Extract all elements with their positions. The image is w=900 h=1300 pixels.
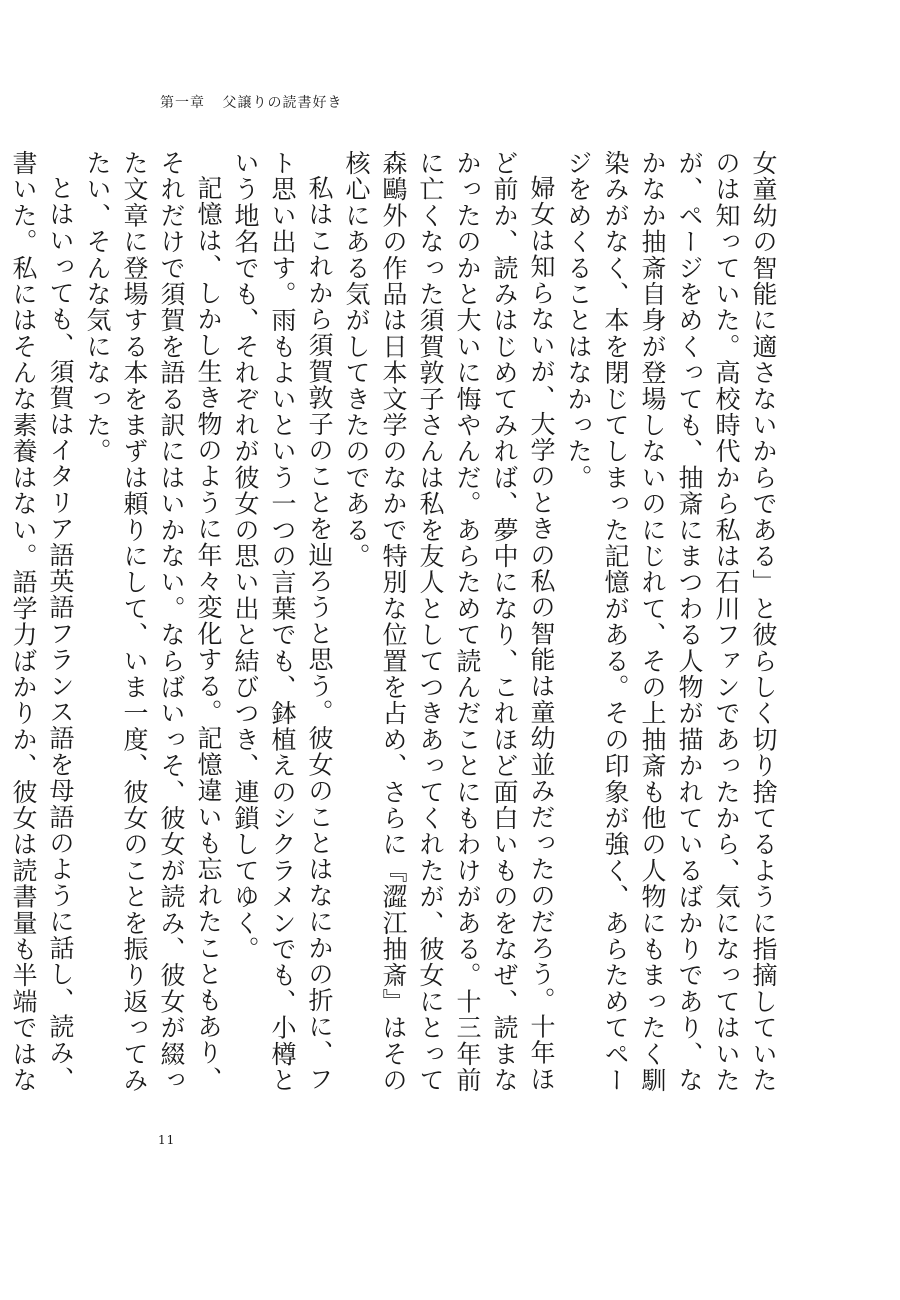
paragraph: 記憶は、しかし生き物のように年々変化する。記憶違いも忘れたこともあり、それだけで須賀を語る訳にはいかない。ならばいっそ、彼女が読み、彼女が綴った文章に登場する本をまずは頼りにして、いま一度、彼女のことを振り返ってみたい、そんな気になった。 bbox=[83, 150, 223, 1094]
page-number: 11 bbox=[158, 1133, 176, 1147]
running-header bbox=[160, 92, 342, 112]
chapter-label: 第一章 bbox=[160, 95, 205, 111]
paragraph: 私はこれから須賀敦子のことを辿ろうと思う。彼女のことはなにかの折に、フト思い出す。雨もよいという一つの言葉でも、鉢植えのシクラメンでも、小樽という地名でも、それぞれが彼女の思い出と結びつき、連鎖してゆく。 bbox=[231, 150, 334, 1094]
paragraph: とはいっても、須賀はイタリア語英語フランス語を母語のように話し、読み、書いた。私にはそんな素養はない。語学力ばかりか、彼女は読書量も半端ではな bbox=[9, 150, 75, 1094]
body-text bbox=[9, 150, 782, 1100]
paragraph: 婦女は知らないが、大学のときの私の智能は童幼並みだったのだろう。十年ほど前か、読みはじめてみれば、夢中になり、これほど面白いものをなぜ、読まなかったのかと大いに悔やんだ。あらためて読んだことにもわけがある。十三年前に亡くなった須賀敦子さんは私を友人としてつきあってくれたが、彼女にとって森鷗外の作品は日本文学のなかで特別な位置を占め、さらに『澀江抽斎』はその核心にある気がしてきたのである。 bbox=[342, 150, 556, 1094]
paragraph: 女童幼の智能に適さないからである」と彼らしく切り捨てるように指摘していたのは知っていた。高校時代から私は石川ファンであったから、気になってはいたが、ページをめくっても、抽斎にまつわる人物が描かれているばかりであり、なかなか抽斎自身が登場しないのにじれて、その上抽斎も他の人物にもまったく馴染みがなく、本を閉じてしまった記憶がある。その印象が強く、あらためてページをめくることはなかった。 bbox=[564, 150, 778, 1094]
chapter-title: 父譲りの読書好き bbox=[222, 95, 343, 111]
